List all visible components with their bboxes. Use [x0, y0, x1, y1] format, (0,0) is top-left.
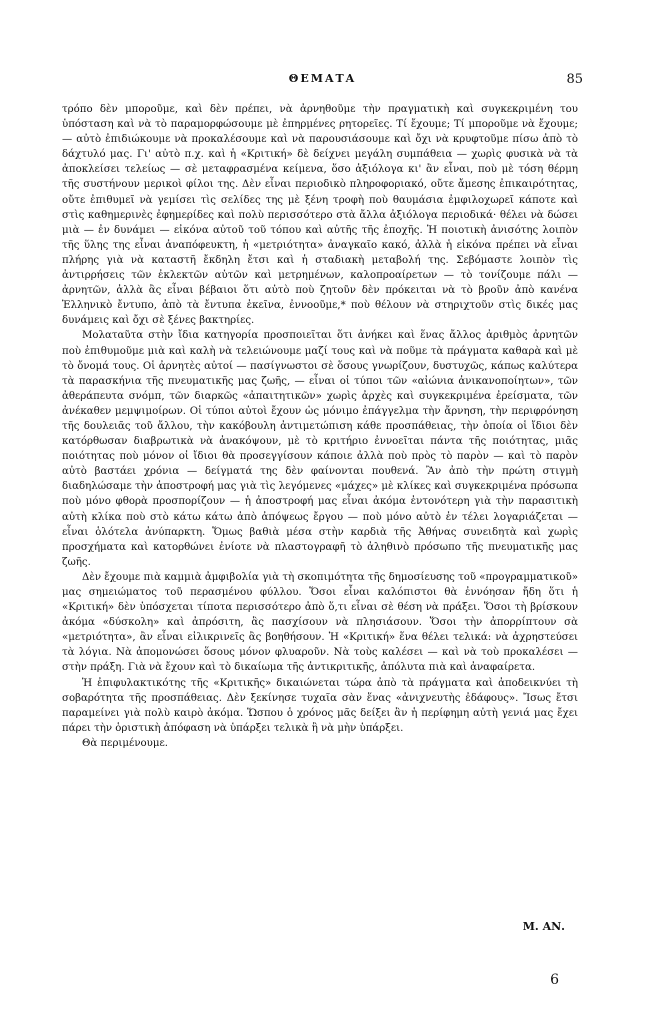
- paragraph-3: Δὲν ἔχουμε πιὰ καμμιὰ ἀμφιβολία γιὰ τὴ σκοπιμότητα τῆς δημοσίευσης τοῦ «προγραμματικοῦ» μας σημειώματος τοῦ περασμένου φύλλου. Ὅσοι εἶναι καλόπιστοι θὰ ἐννόησαν ἤδη ὅτι ἡ «Κριτική» δὲν ὑπόσχεται τίποτα περισσότερο ἀπὸ ὅ,τι εἶναι σὲ θέση νὰ πράξει. Ὅσοι τὴ βρίσκουν ἀκόμα «δύσκολη» καὶ ἀπρόσιτη, ἂς πασχίσουν νὰ πλησιάσουν. Ὅσοι τὴν ἀπορρίπτουν σὰ «μετριότητα», ἂν εἶναι εἰλικρινεῖς ἂς βοηθήσουν. Ἡ «Κριτική» ἕνα θέλει τελικά: νὰ ἀχρηστεύσει τὰ λόγια. Νὰ ἀπομονώσει ὅσους μόνον φλυαροῦν. Νὰ τοὺς καλέσει — καὶ νὰ τοὺ προκαλέσει — στὴν πράξη. Γιὰ νὰ ἔχουν καὶ τὸ δικαίωμα τῆς ἀντικριτικῆς, ἀπόλυτα πιὰ καὶ ἀναφαίρετα.: [62, 571, 578, 674]
- paragraph-4: Ἡ ἐπιφυλακτικότης τῆς «Κριτικῆς» δικαιώνεται τώρα ἀπὸ τὰ πράγματα καὶ ἀποδεικνύει τὴ σοβαρότητα τῆς προσπάθειας. Δὲν ξεκίνησε τυχαῖα σὰν ἕνας «ἀνιχνευτὴς ἐδάφους». Ἴσως ἔτσι παραμείνει γιὰ πολὺ καιρὸ ἀκόμα. Ὥσπου ὁ χρόνος μᾶς δείξει ἂν ἡ περίφημη αὐτὴ γενιά μας ἔχει πάρει τὴν ὁριστικὴ ἀπόφαση νὰ ὑπάρξει τελικὰ ἢ νὰ μὴν ὑπάρξει.: [62, 677, 578, 734]
- page-number: 85: [566, 72, 583, 87]
- author-signature: Μ. ΑΝ.: [522, 920, 565, 933]
- running-title: ΘΕΜΑΤΑ: [288, 72, 357, 85]
- paragraph-1: τρόπο δὲν μποροῦμε, καὶ δὲν πρέπει, νὰ ἀρνηθοῦμε τὴν πραγματικὴ καὶ συγκεκριμένη του ὑπόσταση καὶ νὰ τὸ παραμορφώσουμε μὲ ἐπηρμένες ρητορεῖες. Τί ἔχουμε; Τί μποροῦμε νὰ ἔχουμε; — αὐτὸ ἐπιδιώκουμε νὰ προκαλέσουμε καὶ νὰ παρουσιάσουμε καὶ ὄχι νὰ κρυφτοῦμε πίσω ἀπὸ τὸ δάχτυλό μας. Γι' αὐτὸ π.χ. καὶ ἡ «Κριτική» δὲ δείχνει μεγάλη συμπάθεια — χωρὶς φυσικὰ νὰ τὰ ἀποκλείσει τελείως — σὲ μεταφρασμένα κείμενα, ὅσο ἀξιόλογα κι' ἂν εἶναι, ποὺ μὲ τόση θέρμη τῆς συστήνουν μερικοὶ φίλοι της. Δὲν εἶναι περιοδικὸ πληροφοριακό, οὔτε ἄμεσης ἐπικαιρότητας, οὔτε ἐπιθυμεῖ νὰ γεμίσει τὶς σελίδες της μὲ ξένη τροφὴ ποὺ θαυμάσια ἐμφιλοχωρεῖ κάποτε καὶ στὶς καθημερινὲς ἐφημερίδες καὶ πολὺ περισσότερο στὰ ἄλλα ἀξιόλογα περιοδικά· θέλει νὰ δώσει μιὰ — ἐν δυνάμει — εἰκόνα αὐτοῦ τοῦ τόπου καὶ αὐτῆς τῆς ἐποχῆς. Ἡ ποιοτικὴ ἀνισότης λοιπὸν τῆς ὕλης της εἶναι ἀναπόφευκτη, ἡ «μετριότητα» ἀναγκαῖο κακό, ἀλλὰ ἡ εἰκόνα πρέπει νὰ εἶναι πλήρης γιὰ νὰ καταστῆ ἔκδηλη ἔτσι καὶ ἡ σταδιακὴ μεταβολή της. Σεβόμαστε λοιπὸν τὶς ἀντιρρήσεις τῶν ἐκλεκτῶν αὐτῶν καὶ μετρημένων, καλοπροαίρετων — τὸ τονίζουμε πάλι — ἀρνητῶν, ἀλλὰ ἂς εἶναι βέβαιοι ὅτι αὐτὸ ποὺ ζητοῦν δὲν πρόκειται νὰ τὸ βροῦν ἀπὸ κανένα Ἑλληνικὸ ἔντυπο, ἀπὸ τὰ ἔντυπα ἐκεῖνα, ἐννοοῦμε,* ποὺ θέλουν νὰ στηριχτοῦν στὶς δικές μας δυνάμεις καὶ ὄχι σὲ ξένες βακτηρίες.: [62, 104, 578, 327]
- page-header: [62, 72, 583, 92]
- article-body: [62, 102, 578, 751]
- paragraph-5: Θὰ περιμένουμε.: [82, 737, 168, 749]
- paragraph-2: Μολαταῦτα στὴν ἴδια κατηγορία προσποιεῖται ὅτι ἀνήκει καὶ ἕνας ἄλλος ἀριθμὸς ἀρνητῶν ποὺ ἐπιθυμοῦμε μιὰ καὶ καλὴ νὰ τελειώνουμε μαζί τους καὶ νὰ ποῦμε τὰ πράγματα καθαρὰ καὶ μὲ τὸ ὄνομά τους. Οἱ ἀρνητὲς αὐτοί — πασίγνωστοι σὲ ὅσους γνωρίζουν, δυστυχῶς, κάπως καλύτερα τὰ παρασκήνια τῆς πνευματικῆς μας ζωῆς, — εἶναι οἱ τύποι τῶν «αἰώνια ἀνικανοποίητων», τῶν ἀθεράπευτα σνόμπ, τῶν διαρκῶς «ἀπαιτητικῶν» χωρὶς ἀρχὲς καὶ συγκεκριμένα ἐρείσματα, τῶν ἀνέκαθεν μεμψιμοίρων. Οἱ τύποι αὐτοὶ ἔχουν ὡς μόνιμο ἐπάγγελμα τὴν ἄρνηση, τὴν περιφρόνηση τῆς δουλειᾶς τοῦ ἄλλου, τὴν κακόβουλη ἀντιμετώπιση κάθε προσπάθειας, τὴν ὁποία οἱ ἴδιοι δὲν κατόρθωσαν διαβρωτικὰ νὰ ἀνακόψουν, μὲ τὸ κριτήριο ἐννοεῖται πάντα τῆς ποιότητας, μιᾶς ποιότητας ποὺ μόνον οἱ ἴδιοι θὰ προσεγγίσουν κάποιε ἀλλὰ ποὺ πρὸς τὸ παρὸν — καὶ τὸ παρὸν αὐτὸ βαστάει χρόνια — δείγματά της δὲν φαίνονται πουθενά. Ἂν ἀπὸ τὴν πρώτη στιγμὴ διαδηλώσαμε τὴν ἀποστροφή μας γιὰ τὶς λεγόμενες «μάχες» μὲ κλίκες καὶ συγκεκριμένα πρόσωπα ποὺ μόνο φθορὰ προσπορίζουν — ἡ ἀποστροφή μας εἶναι ἀκόμα ἐντονότερη γιὰ τὴν παρασιτικὴ αὐτὴ κλίκα ποὺ στὸ κάτω κάτω ἀπὸ ἀπόψεως ἔργου — ποὺ μόνο αὐτὸ ἐν τέλει λογαριάζεται — εἶναι ὁλότελα ἀνύπαρκτη. Ὅμως βαθιὰ μέσα στὴν καρδιὰ τῆς Ἀθήνας συνειδητὰ καὶ χωρὶς προσχήματα καὶ κατορθώνει ἐνίοτε νὰ πλαστογραφῆ τὸ ἀληθινὸ πρόσωπο τῆς πνευματικῆς μας ζωῆς.: [62, 330, 578, 568]
- footer-number: 6: [550, 972, 559, 988]
